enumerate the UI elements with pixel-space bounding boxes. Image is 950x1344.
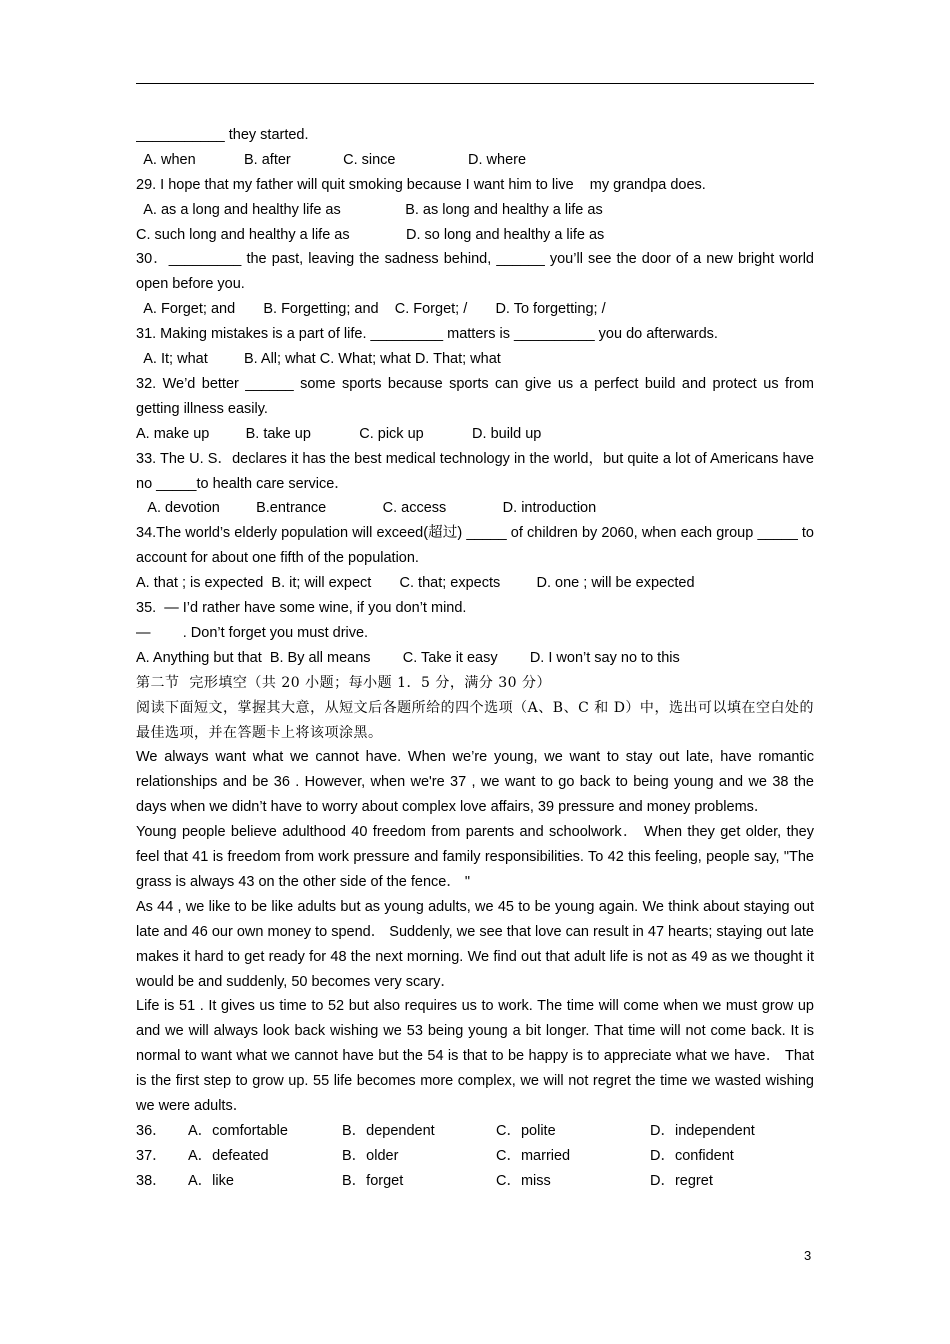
- page-content: [136, 123, 814, 1194]
- text-line: 35. — I’d rather have some wine, if you don’t mind.: [136, 600, 467, 617]
- text-line: A. It; what B. All; what C. What; what D. That; what: [136, 351, 501, 368]
- page-number: 3: [804, 1248, 812, 1263]
- question-number: 38．: [136, 1172, 167, 1189]
- option-row-36: [136, 1119, 814, 1144]
- option-c: C．miss: [496, 1172, 551, 1189]
- text-line: A. when B. after C. since D. where: [136, 151, 527, 168]
- question-32-options: A. make up B. take up C. pick up D. build up: [136, 425, 542, 442]
- text-line: ___________ they started.: [136, 127, 309, 143]
- option-a: A．like: [188, 1172, 234, 1189]
- option-d: D．confident: [650, 1147, 734, 1164]
- question-number: 36．: [136, 1123, 167, 1140]
- section-heading: 第二节 完形填空（共 20 小题；每小题 1．5 分，满分 30 分）: [136, 674, 552, 691]
- option-d: D．regret: [650, 1172, 713, 1189]
- text-line: A. as a long and healthy life as B. as long and healthy a life as: [136, 201, 603, 218]
- option-c: C．polite: [496, 1123, 556, 1140]
- question-34: 34.The world’s elderly population will exceed(超过) _____ of children by 2060, when each group _____ to account for about one fifth of the population.: [136, 525, 814, 567]
- text-line: A. that ; is expected B. it; will expect C. that; expects D. one ; will be expected: [136, 575, 695, 592]
- text-line: A. Forget; and B. Forgetting; and C. Forget; / D. To forgetting; /: [136, 301, 606, 318]
- option-b: B．forget: [342, 1172, 404, 1189]
- question-33-options: A. devotion B.entrance C. access D. introduction: [136, 500, 597, 517]
- question-32: 32. We’d better ______ some sports because sports can give us a perfect build and protect us from getting illness easily.: [136, 375, 814, 417]
- passage-paragraph: As 44 , we like to be like adults but as young adults, we 45 to be young again. We think about staying out late and 46 our own money to spend． Suddenly, we see that love can result in 47 hearts; staying out late makes it hard to get ready for 48 the next morning. We find out that adult life is not as 49 as we thought it would be and suddenly, 50 becomes very scary．: [136, 898, 814, 990]
- option-a: A．defeated: [188, 1147, 269, 1164]
- option-b: B．dependent: [342, 1123, 435, 1140]
- text-line: C. such long and healthy a life as D. so long and healthy a life as: [136, 226, 605, 243]
- text-line: 29. I hope that my father will quit smoking because I want him to live my grandpa does.: [136, 176, 706, 193]
- passage-paragraph: We always want what we cannot have. When we’re young, we want to stay out late, have romantic relationships and be 36 . However, when we're 37 , we want to go back to being young and we 38 the days when we didn’t have to worry about complex love affairs, 39 pressure and money problems．: [136, 749, 814, 816]
- option-row-38: [136, 1169, 814, 1194]
- text-line: — . Don’t forget you must drive.: [136, 624, 369, 641]
- option-a: A．comfortable: [188, 1123, 288, 1140]
- question-33: 33. The U. S．declares it has the best medical technology in the world，but quite a lot of Americans have no _____to health care service．: [136, 450, 814, 492]
- section-instructions: 阅读下面短文，掌握其大意，从短文后各题所给的四个选项（A、B、C 和 D）中，选出可以填在空白处的最佳选项，并在答题卡上将该项涂黑。: [136, 699, 814, 741]
- passage-paragraph: Life is 51 . It gives us time to 52 but also requires us to work. The time will come when we must grow up and we will always look back wishing we 53 being young a bit longer. That time will not come back. It is normal to want what we cannot have but the 54 is that to be happy is to appreciate what we have． That is the first step to grow up. 55 life becomes more complex, we will not regret the time we wasted wishing we were adults．: [136, 998, 814, 1115]
- option-row-37: [136, 1144, 814, 1169]
- header-rule: [136, 83, 814, 84]
- option-d: D．independent: [650, 1123, 755, 1140]
- question-number: 37．: [136, 1147, 167, 1164]
- text-line: 31. Making mistakes is a part of life. _________ matters is __________ you do afterwards.: [136, 326, 718, 343]
- option-c: C．married: [496, 1147, 571, 1164]
- option-b: B．older: [342, 1147, 399, 1164]
- text-line: A. Anything but that B. By all means C. Take it easy D. I won’t say no to this: [136, 649, 680, 666]
- passage-paragraph: Young people believe adulthood 40 freedom from parents and schoolwork． When they get older, they feel that 41 is freedom from work pressure and family responsibilities. To 42 this feeling, people say, "The grass is always 43 on the other side of the fence． ": [136, 824, 814, 890]
- question-30: 30．_________ the past, leaving the sadness behind, ______ you’ll see the door of a new bright world open before you.: [136, 251, 814, 293]
